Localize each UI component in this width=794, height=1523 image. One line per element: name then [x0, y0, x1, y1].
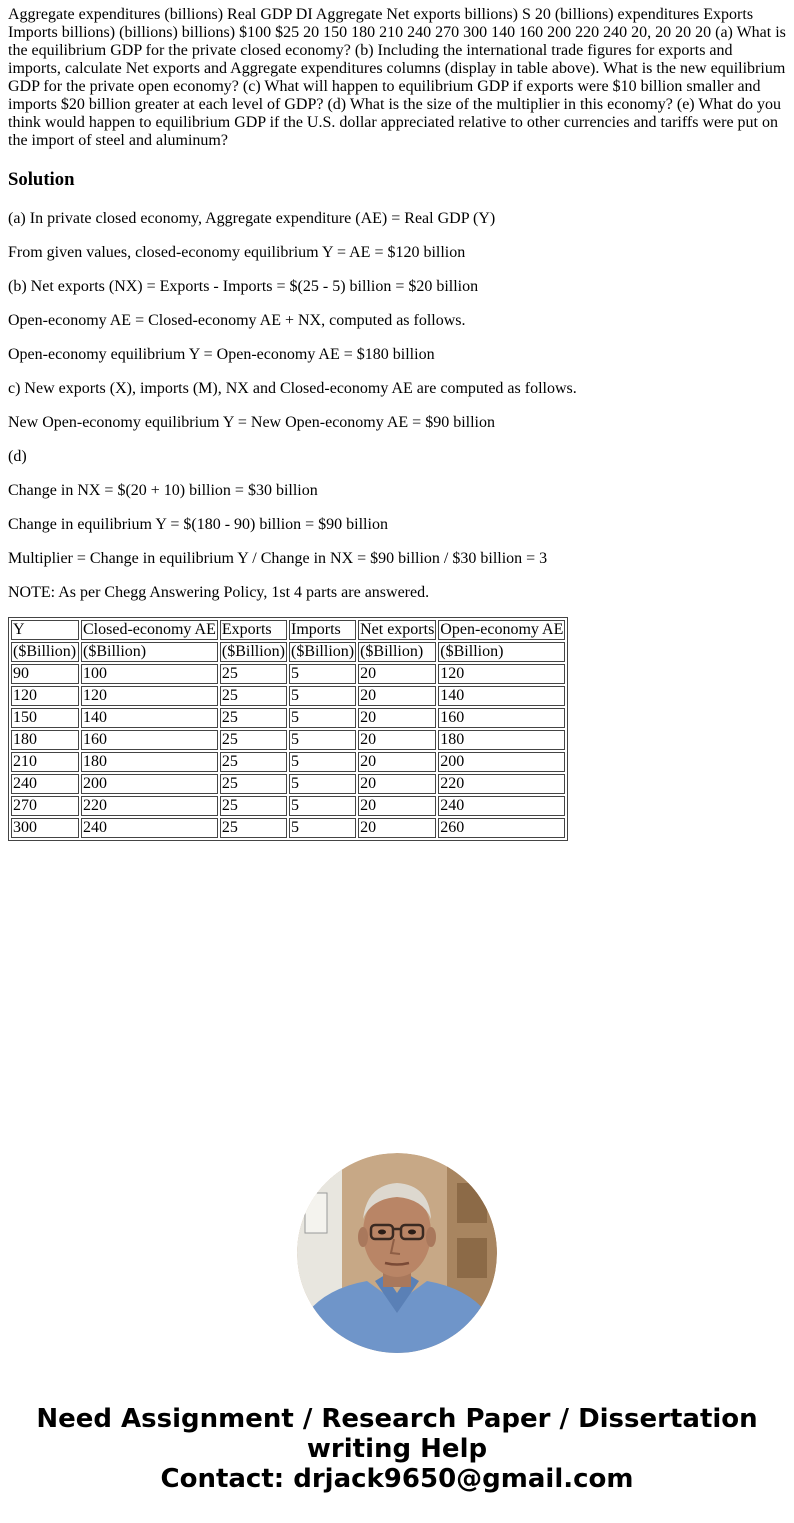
document-body [8, 6, 788, 841]
solution-line: New Open-economy equilibrium Y = New Open-economy AE = $90 billion [8, 414, 495, 431]
table-unit-cell: ($Billion) [221, 643, 285, 660]
table-header-cell: Net exports [360, 621, 435, 638]
solution-line: c) New exports (X), imports (M), NX and Closed-economy AE are computed as follows. [8, 380, 577, 397]
table-cell: 25 [220, 708, 287, 728]
table-cell: 20 [358, 708, 436, 728]
solution-line: (b) Net exports (NX) = Exports - Imports = $(25 - 5) billion = $20 billion [8, 278, 479, 295]
table-cell: 120 [11, 686, 79, 706]
table-cell: 5 [289, 730, 356, 750]
table-cell: 20 [358, 686, 436, 706]
table-cell: 25 [220, 818, 287, 838]
table-cell: 20 [358, 796, 436, 816]
table-header-cell: Exports [220, 620, 287, 640]
table-cell: 120 [438, 664, 565, 684]
table-cell: 25 [220, 664, 287, 684]
table-cell: 260 [438, 818, 565, 838]
table-cell: 220 [81, 796, 218, 816]
table-header-cell: Imports [289, 620, 356, 640]
solution-line: Open-economy AE = Closed-economy AE + NX, computed as follows. [8, 312, 466, 329]
table-header-cell: Open-economy AE [440, 621, 564, 638]
table-cell: 5 [289, 708, 356, 728]
table-cell: 20 [358, 664, 436, 684]
table-cell: 25 [220, 730, 287, 750]
solution-line: Change in NX = $(20 + 10) billion = $30 billion [8, 482, 318, 499]
table-cell: 20 [358, 730, 436, 750]
table-row [11, 708, 565, 728]
computation-table [8, 617, 568, 841]
solution-line: Change in equilibrium Y = $(180 - 90) billion = $90 billion [8, 516, 388, 533]
table-cell: 25 [220, 796, 287, 816]
author-avatar [297, 1153, 497, 1353]
table-cell: 150 [11, 708, 79, 728]
table-cell: 240 [11, 774, 79, 794]
table-cell: 180 [81, 752, 218, 772]
table-header-cell: Y [11, 620, 79, 640]
promo-line: writing Help [306, 1434, 488, 1464]
table-cell: 200 [438, 752, 565, 772]
table-cell: 210 [11, 752, 79, 772]
table-cell: 5 [289, 752, 356, 772]
solution-line: (d) [8, 448, 27, 465]
table-cell: 25 [220, 774, 287, 794]
table-unit-cell: ($Billion) [358, 642, 436, 662]
table-header-row [11, 620, 565, 640]
table-cell: 5 [289, 818, 356, 838]
promo-banner [0, 1404, 794, 1494]
table-row [11, 664, 565, 684]
table-row [11, 752, 565, 772]
table-cell: 140 [438, 686, 565, 706]
table-cell: 180 [438, 730, 565, 750]
table-row [11, 774, 565, 794]
table-cell: 200 [81, 774, 218, 794]
table-cell: 300 [11, 818, 79, 838]
table-row [11, 818, 565, 838]
table-row [11, 686, 565, 706]
table-cell: 20 [358, 752, 436, 772]
table-cell: 120 [81, 686, 218, 706]
table-cell: 20 [358, 774, 436, 794]
table-cell: 160 [438, 708, 565, 728]
table-cell: 25 [220, 752, 287, 772]
table-units-row [11, 642, 565, 662]
question-text: Aggregate expenditures (billions) Real GDP DI Aggregate Net exports billions) S 20 (billions) expenditures Exports Imports billions) (billions) billions) $100 $25 20 150 180 210 240 270 300 140 160 200 220 240 20, 20 20 20 (a) What is the equilibrium GDP for the private closed economy? (b) Including the international trade figures for exports and imports, calculate Net exports and Aggregate expenditures columns (display in table above). What is the new equilibrium GDP for the private open economy? (c) What will happen to equilibrium GDP if exports were $10 billion smaller and imports $20 billion greater at each level of GDP? (d) What is the size of the multiplier in this economy? (e) What do you think would happen to equilibrium GDP if the U.S. dollar appreciated relative to other currencies and tariffs were put on the import of steel and aluminum? [8, 6, 786, 149]
solution-body [8, 211, 788, 601]
solution-heading: Solution [8, 169, 75, 190]
table-unit-cell: ($Billion) [81, 642, 218, 662]
table-cell: 5 [289, 686, 356, 706]
table-header-cell: Closed-economy AE [83, 621, 216, 638]
table-unit-cell: ($Billion) [438, 642, 565, 662]
solution-line: (a) In private closed economy, Aggregate expenditure (AE) = Real GDP (Y) [8, 210, 496, 227]
table-cell: 5 [289, 664, 356, 684]
solution-line: From given values, closed-economy equilibrium Y = AE = $120 billion [8, 244, 466, 261]
table-cell: 140 [81, 708, 218, 728]
table-cell: 5 [289, 774, 356, 794]
table-cell: 20 [358, 818, 436, 838]
table-cell: 240 [438, 796, 565, 816]
solution-line: Open-economy equilibrium Y = Open-economy AE = $180 billion [8, 346, 435, 363]
author-portrait-icon [297, 1153, 497, 1353]
table-cell: 25 [220, 686, 287, 706]
table-cell: 90 [11, 664, 79, 684]
table-cell: 160 [81, 730, 218, 750]
table-cell: 220 [438, 774, 565, 794]
solution-line: NOTE: As per Chegg Answering Policy, 1st 4 parts are answered. [8, 584, 430, 601]
table-unit-cell: ($Billion) [11, 642, 79, 662]
table-cell: 180 [11, 730, 79, 750]
table-cell: 270 [11, 796, 79, 816]
table-cell: 240 [81, 818, 218, 838]
table-cell: 100 [81, 664, 218, 684]
table-unit-cell: ($Billion) [290, 643, 355, 660]
promo-line: Need Assignment / Research Paper / Dissertation [36, 1404, 758, 1434]
solution-line: Multiplier = Change in equilibrium Y / Change in NX = $90 billion / $30 billion = 3 [8, 550, 548, 567]
promo-contact-line: Contact: drjack9650@gmail.com [160, 1464, 634, 1494]
table-row [11, 796, 565, 816]
table-cell: 5 [289, 796, 356, 816]
table-row [11, 730, 565, 750]
